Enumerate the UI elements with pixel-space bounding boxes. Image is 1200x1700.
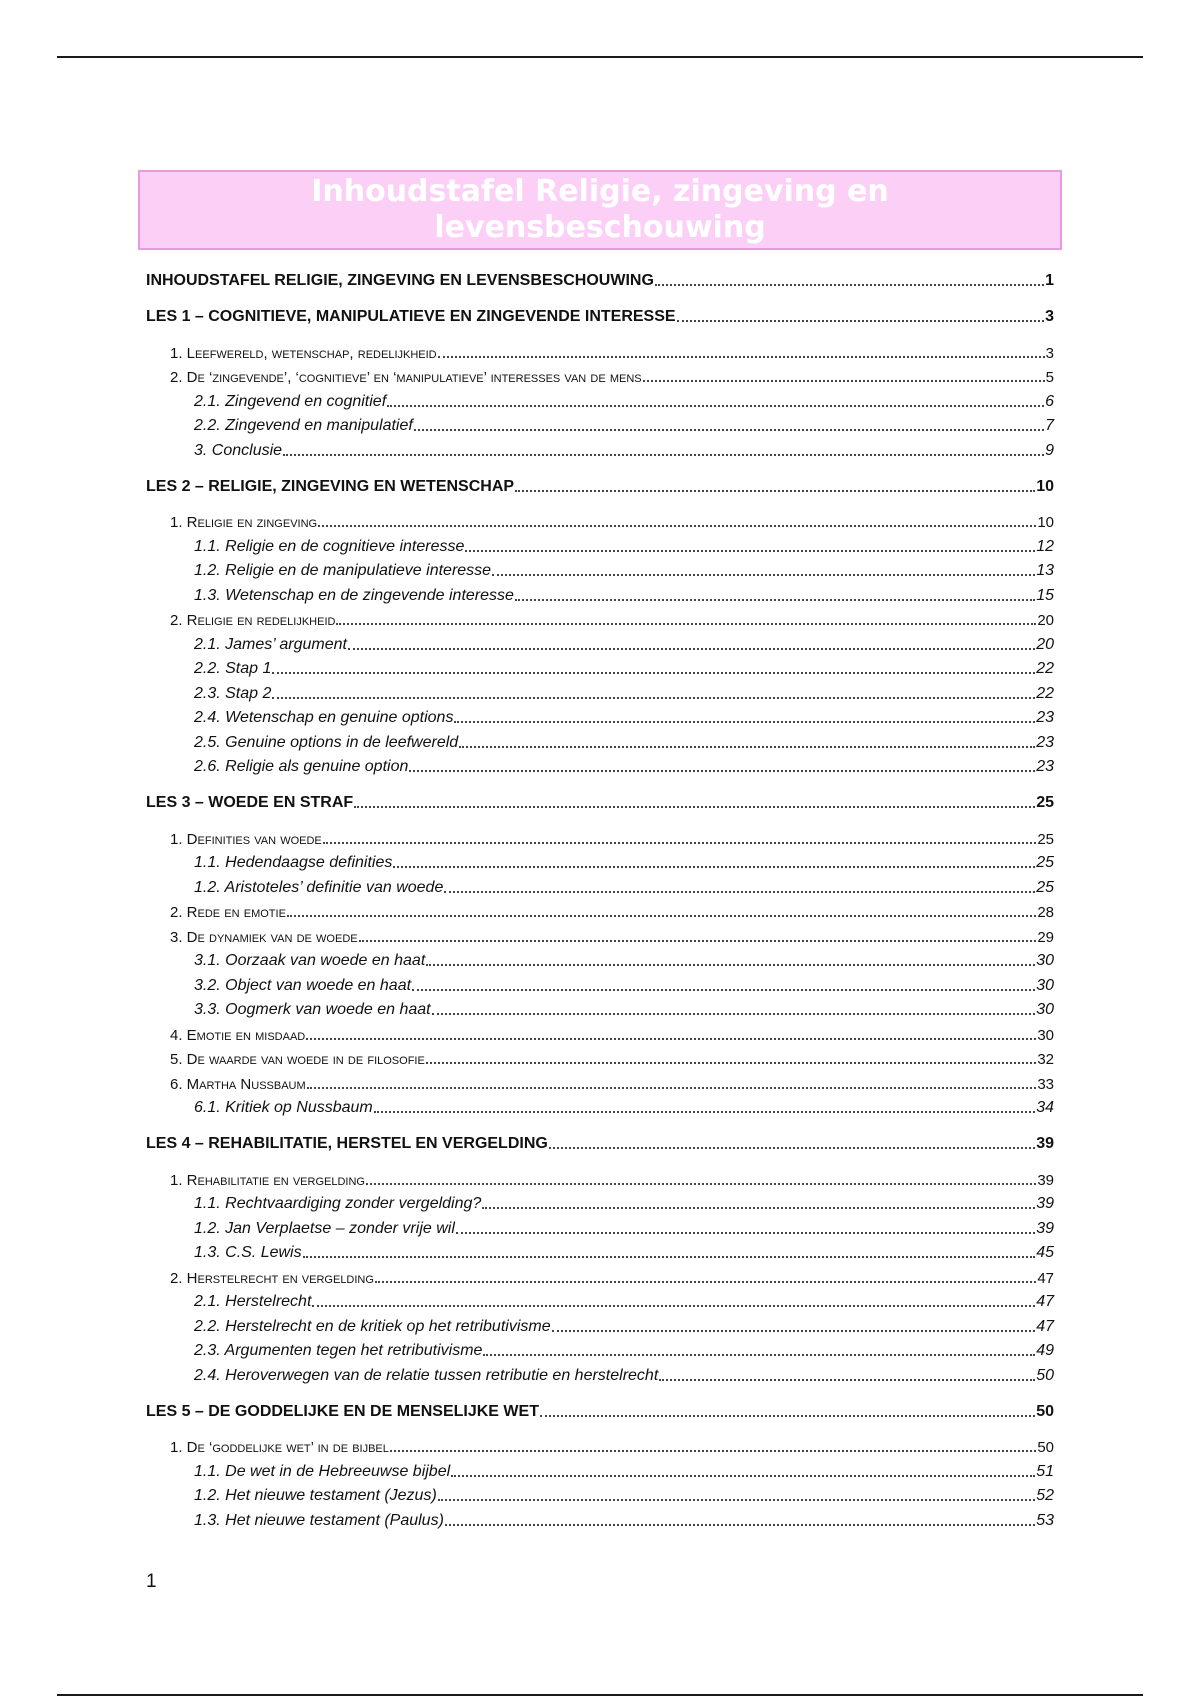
toc-entry-label: 3. Conclusie (194, 441, 283, 459)
toc-entry-label: 2. De ‘zingevende’, ‘cognitieve’ en ‘manipulatieve’ interesses van de mens (170, 369, 642, 386)
toc-dot-leader (540, 1399, 1035, 1417)
toc-entry-page-number: 52 (1036, 1487, 1054, 1504)
toc-entry-label: 2.3. Argumenten tegen het retributivisme (194, 1342, 483, 1359)
toc-entry-level-3[interactable] (194, 727, 1054, 752)
toc-entry-level-2[interactable] (170, 1019, 1054, 1044)
toc-entry-page-number: 9 (1045, 441, 1054, 459)
toc-entry-page-number: 23 (1036, 709, 1054, 726)
toc-entry-page-number: 15 (1036, 586, 1054, 604)
toc-entry-page-number: 39 (1036, 1135, 1054, 1152)
toc-entry-level-2[interactable] (170, 605, 1054, 630)
toc-entry-level-3[interactable] (194, 1287, 1054, 1312)
toc-entry-label: 1.1. Hedendaagse definities (194, 854, 393, 871)
toc-entry-page-number: 10 (1036, 477, 1054, 495)
toc-entry-page-number: 39 (1036, 1219, 1054, 1237)
toc-entry-page-number: 3 (1045, 344, 1054, 362)
toc-entry-page-number: 32 (1037, 1051, 1054, 1068)
toc-entry-label: 2.5. Genuine options in de leefwereld (194, 733, 459, 751)
toc-entry-level-3[interactable] (194, 411, 1054, 436)
toc-entry-page-number: 50 (1036, 1366, 1054, 1384)
toc-entry-level-2[interactable] (170, 507, 1054, 532)
toc-entry-label: LES 1 – COGNITIEVE, MANIPULATIEVE EN ZINGEVENDE INTERESSE (146, 308, 676, 325)
toc-dot-leader (438, 341, 1045, 358)
toc-entry-level-3[interactable] (194, 654, 1054, 679)
toc-entry-level-1[interactable] (146, 788, 1054, 812)
toc-dot-leader (515, 583, 1035, 601)
toc-entry-label: 5. De waarde van woede in de filosofie (170, 1051, 425, 1068)
toc-dot-leader (323, 827, 1037, 844)
toc-entry-level-1[interactable] (146, 302, 1054, 326)
toc-entry-page-number: 45 (1036, 1244, 1054, 1261)
toc-entry-level-3[interactable] (194, 946, 1054, 971)
toc-entry-label: LES 5 – DE GODDELIJKE EN DE MENSELIJKE WET (146, 1402, 539, 1420)
toc-entry-level-2[interactable] (170, 362, 1054, 387)
toc-dot-leader (677, 304, 1045, 322)
toc-dot-leader (414, 413, 1044, 431)
toc-entry-level-3[interactable] (194, 435, 1054, 460)
toc-dot-leader (307, 1072, 1037, 1089)
toc-entry-level-3[interactable] (194, 1360, 1054, 1385)
toc-entry-level-1[interactable] (146, 1129, 1054, 1153)
toc-dot-leader (272, 656, 1035, 674)
toc-dot-leader (306, 1023, 1036, 1040)
toc-entry-level-1[interactable] (146, 1397, 1054, 1421)
toc-entry-level-2[interactable] (170, 1164, 1054, 1189)
toc-entry-level-3[interactable] (194, 1481, 1054, 1506)
toc-entry-page-number: 10 (1037, 514, 1054, 531)
toc-entry-page-number: 7 (1045, 417, 1054, 434)
toc-entry-level-3[interactable] (194, 970, 1054, 995)
toc-dot-leader (451, 1459, 1035, 1477)
toc-entry-label: 1.2. Het nieuwe testament (Jezus) (194, 1487, 437, 1504)
toc-entry-page-number: 51 (1036, 1462, 1054, 1480)
toc-entry-page-number: 28 (1037, 904, 1054, 921)
toc-entry-page-number: 50 (1037, 1439, 1054, 1456)
toc-dot-leader (303, 1240, 1036, 1258)
toc-entry-label: 2. Rede en emotie (170, 904, 286, 921)
toc-entry-label: 2.4. Heroverwegen van de relatie tussen retributie en herstelrecht (194, 1366, 659, 1384)
toc-entry-page-number: 25 (1036, 878, 1054, 896)
toc-entry-label: 1.1. Rechtvaardiging zonder vergelding? (194, 1195, 482, 1212)
toc-dot-leader (643, 365, 1045, 382)
toc-dot-leader (393, 850, 1035, 868)
toc-entry-page-number: 49 (1036, 1342, 1054, 1359)
toc-dot-leader (515, 474, 1035, 492)
toc-entry-level-3[interactable] (194, 1189, 1054, 1214)
toc-entry-page-number: 30 (1037, 1026, 1054, 1044)
document-title-box (138, 170, 1062, 250)
toc-entry-level-3[interactable] (194, 1456, 1054, 1481)
toc-entry-page-number: 13 (1036, 562, 1054, 579)
toc-entry-page-number: 30 (1036, 952, 1054, 969)
toc-entry-page-number: 6 (1045, 392, 1054, 410)
toc-entry-label: 3.2. Object van woede en haat (194, 976, 412, 994)
toc-entry-level-3[interactable] (194, 386, 1054, 411)
toc-entry-label: 1. Religie en zingeving (170, 514, 318, 531)
toc-entry-label: 6. Martha Nussbaum (170, 1075, 306, 1093)
toc-dot-leader (482, 1191, 1035, 1209)
toc-dot-leader (366, 1168, 1036, 1185)
toc-entry-page-number: 25 (1036, 794, 1054, 811)
toc-entry-page-number: 39 (1037, 1171, 1054, 1189)
toc-entry-label: 1. De ‘goddelijke wet’ in de bijbel (170, 1439, 389, 1456)
toc-entry-label: 2.4. Wetenschap en genuine options (194, 709, 454, 726)
toc-entry-label: 2. Religie en redelijkheid (170, 612, 336, 629)
toc-entry-level-3[interactable] (194, 1093, 1054, 1118)
toc-entry-page-number: 22 (1036, 660, 1054, 677)
toc-dot-leader (426, 948, 1035, 966)
toc-entry-level-3[interactable] (194, 556, 1054, 581)
footer-rule (57, 1694, 1143, 1696)
toc-entry-page-number: 23 (1036, 758, 1054, 775)
toc-entry-level-3[interactable] (194, 1336, 1054, 1361)
toc-entry-page-number: 30 (1036, 1001, 1054, 1018)
page-number: 1 (146, 1571, 157, 1592)
toc-dot-leader (374, 1095, 1035, 1113)
toc-dot-leader (445, 1508, 1035, 1526)
toc-entry-label: 3.1. Oorzaak van woede en haat (194, 952, 426, 969)
toc-entry-level-1[interactable] (146, 472, 1054, 496)
toc-entry-label: 2.1. James’ argument (194, 635, 347, 653)
toc-entry-page-number: 1 (1045, 272, 1054, 289)
toc-entry-label: 2.2. Zingevend en manipulatief (194, 417, 413, 434)
toc-dot-leader (659, 1363, 1035, 1381)
toc-entry-page-number: 22 (1036, 684, 1054, 702)
toc-dot-leader (456, 1216, 1035, 1234)
toc-entry-level-2[interactable] (170, 1262, 1054, 1287)
toc-entry-page-number: 53 (1036, 1511, 1054, 1529)
toc-dot-leader (655, 268, 1044, 286)
toc-entry-label: 1.3. C.S. Lewis (194, 1244, 302, 1261)
toc-entry-page-number: 12 (1036, 537, 1054, 555)
toc-entry-level-3[interactable] (194, 1505, 1054, 1530)
toc-entry-level-2[interactable] (170, 1432, 1054, 1457)
toc-entry-label: 2. Herstelrecht en vergelding (170, 1269, 374, 1287)
toc-entry-level-3[interactable] (194, 872, 1054, 897)
toc-entry-level-3[interactable] (194, 1213, 1054, 1238)
toc-dot-leader (444, 875, 1035, 893)
toc-entry-level-3[interactable] (194, 678, 1054, 703)
toc-dot-leader (387, 389, 1044, 407)
toc-entry-label: 4. Emotie en misdaad (170, 1026, 306, 1044)
toc-entry-level-2[interactable] (170, 921, 1054, 946)
toc-entry-page-number: 5 (1045, 369, 1054, 386)
toc-entry-page-number: 25 (1036, 854, 1054, 871)
document-title: Inhoudstafel Religie, zingeving en levensbeschouwing (311, 174, 889, 245)
toc-entry-level-2[interactable] (170, 1068, 1054, 1093)
toc-entry-label: 1. Definities van woede (170, 830, 322, 848)
toc-entry-label: LES 4 – REHABILITATIE, HERSTEL EN VERGELDING (146, 1135, 548, 1152)
toc-dot-leader (272, 681, 1035, 699)
toc-entry-label: 1.1. De wet in de Hebreeuwse bijbel (194, 1462, 451, 1480)
toc-entry-page-number: 50 (1036, 1402, 1054, 1420)
toc-entry-level-3[interactable] (194, 580, 1054, 605)
toc-dot-leader (390, 1435, 1036, 1452)
toc-entry-label: 1.2. Jan Verplaetse – zonder vrije wil (194, 1219, 455, 1237)
toc-entry-label: 1.3. Wetenschap en de zingevende interesse (194, 586, 514, 604)
toc-entry-page-number: 25 (1037, 830, 1054, 848)
toc-entry-label: 3.3. Oogmerk van woede en haat (194, 1001, 431, 1018)
toc-entry-level-2[interactable] (170, 823, 1054, 848)
toc-dot-leader (483, 1338, 1035, 1356)
toc-entry-page-number: 47 (1036, 1317, 1054, 1335)
toc-entry-label: 2.2. Herstelrecht en de kritiek op het retributivisme (194, 1317, 551, 1335)
toc-entry-level-3[interactable] (194, 1238, 1054, 1263)
toc-entry-label: 2.6. Religie als genuine option (194, 758, 409, 775)
toc-entry-page-number: 47 (1037, 1269, 1054, 1287)
toc-dot-leader (354, 790, 1035, 808)
toc-entry-level-3[interactable] (194, 1311, 1054, 1336)
toc-dot-leader (432, 997, 1036, 1015)
toc-dot-leader (409, 754, 1035, 772)
toc-dot-leader (549, 1131, 1035, 1149)
toc-entry-label: 1. Leefwereld, wetenschap, redelijkheid (170, 344, 437, 362)
toc-entry-level-3[interactable] (194, 848, 1054, 873)
toc-dot-leader (412, 973, 1035, 991)
toc-dot-leader (465, 534, 1035, 552)
toc-entry-level-2[interactable] (170, 897, 1054, 922)
toc-dot-leader (426, 1047, 1036, 1064)
toc-entry-level-3[interactable] (194, 531, 1054, 556)
toc-entry-page-number: 3 (1045, 308, 1054, 325)
toc-entry-label: LES 3 – WOEDE EN STRAF (146, 794, 354, 811)
toc-entry-page-number: 20 (1036, 635, 1054, 653)
table-of-contents (146, 266, 1054, 1530)
toc-entry-label: 3. De dynamiek van de woede (170, 928, 358, 946)
toc-entry-label: 2.2. Stap 1 (194, 660, 272, 677)
toc-dot-leader (336, 608, 1036, 625)
toc-entry-page-number: 33 (1037, 1075, 1054, 1093)
toc-entry-page-number: 30 (1036, 976, 1054, 994)
toc-entry-level-3[interactable] (194, 703, 1054, 728)
toc-entry-page-number: 23 (1036, 733, 1054, 751)
toc-entry-level-2[interactable] (170, 1044, 1054, 1069)
toc-entry-level-3[interactable] (194, 629, 1054, 654)
toc-entry-label: 2.3. Stap 2 (194, 684, 272, 702)
header-rule (57, 56, 1143, 58)
toc-entry-label: 1.2. Religie en de manipulatieve interesse (194, 562, 492, 579)
toc-entry-page-number: 34 (1036, 1099, 1054, 1116)
toc-entry-label: 6.1. Kritiek op Nussbaum (194, 1099, 373, 1116)
toc-entry-label: LES 2 – RELIGIE, ZINGEVING EN WETENSCHAP (146, 477, 515, 495)
toc-entry-label: 2.1. Herstelrecht (194, 1293, 312, 1310)
toc-entry-level-3[interactable] (194, 995, 1054, 1020)
toc-entry-label: 2.1. Zingevend en cognitief (194, 392, 387, 410)
toc-entry-label: 1.3. Het nieuwe testament (Paulus) (194, 1511, 444, 1529)
toc-dot-leader (459, 730, 1035, 748)
toc-dot-leader (375, 1266, 1036, 1283)
toc-entry-page-number: 29 (1037, 928, 1054, 946)
toc-entry-label: 1.1. Religie en de cognitieve interesse (194, 537, 465, 555)
toc-entry-level-2[interactable] (170, 337, 1054, 362)
toc-entry-label: 1.2. Aristoteles’ definitie van woede (194, 878, 444, 896)
toc-dot-leader (492, 558, 1035, 576)
toc-dot-leader (312, 1289, 1035, 1307)
toc-entry-level-3[interactable] (194, 752, 1054, 777)
toc-dot-leader (318, 510, 1036, 527)
toc-dot-leader (287, 900, 1036, 917)
toc-dot-leader (438, 1483, 1035, 1501)
toc-entry-page-number: 47 (1036, 1293, 1054, 1310)
toc-entry-page-number: 39 (1036, 1195, 1054, 1212)
toc-entry-label: INHOUDSTAFEL RELIGIE, ZINGEVING EN LEVENSBESCHOUWING (146, 272, 654, 289)
toc-entry-page-number: 20 (1037, 612, 1054, 629)
toc-dot-leader (283, 438, 1044, 456)
toc-entry-level-1[interactable] (146, 266, 1054, 290)
toc-dot-leader (454, 705, 1035, 723)
toc-dot-leader (348, 632, 1035, 650)
toc-dot-leader (552, 1314, 1036, 1332)
toc-entry-label: 1. Rehabilitatie en vergelding (170, 1171, 365, 1189)
toc-dot-leader (359, 925, 1037, 942)
